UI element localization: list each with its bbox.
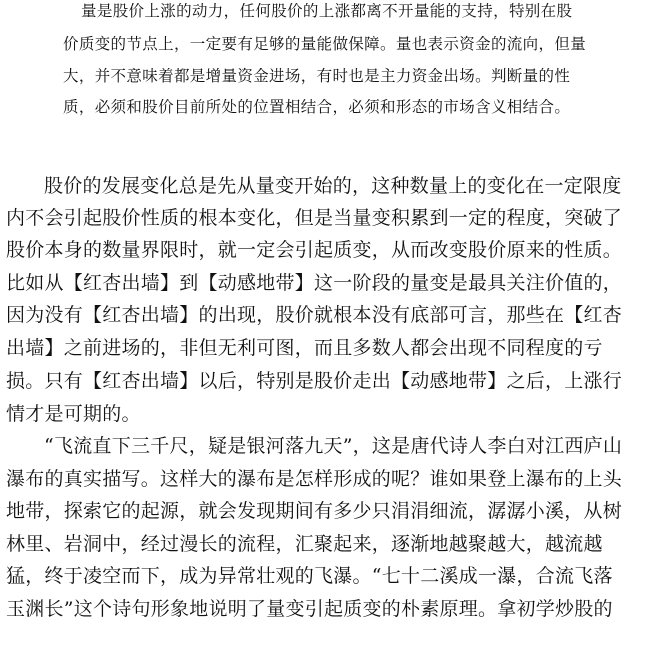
paragraph-2-line-1: “飞流直下三千尺，疑是银河落九天”，这是唐代诗人李白对江西庐山: [44, 435, 623, 457]
paragraph-1-line-8: 情才是可期的。: [6, 403, 141, 425]
summary-line-1: 量是股价上涨的动力，任何股价的上涨都离不开量能的支持，特别在股: [81, 2, 573, 20]
paragraph-2-line-2: 瀑布的真实描写。这样大的瀑布是怎样形成的呢？谁如果登上瀑布的上头: [6, 468, 623, 490]
paragraph-2-line-3: 地带，探索它的起源，就会发现期间有多少只涓涓细流，潺潺小溪，从树: [6, 500, 623, 522]
summary-line-3: 大，并不意味着都是增量资金进场，有时也是主力资金出场。判断量的性: [63, 67, 571, 85]
paragraph-1-line-3: 股价本身的数量界限时，就一定会引起质变，从而改变股价原来的性质。: [6, 239, 623, 261]
paragraph-2-line-4: 林里、岩洞中，经过漫长的流程，汇聚起来，逐渐地越聚越大，越流越: [6, 533, 603, 555]
paragraph-1-line-2: 内不会引起股价性质的根本变化，但是当量变积累到一定的程度，突破了: [6, 207, 623, 229]
paragraph-1-line-7: 损。只有【红杏出墙】以后，特别是股价走出【动感地带】之后，上涨行: [6, 370, 623, 392]
paragraph-2-line-6: 玉渊长”这个诗句形象地说明了量变引起质变的朴素原理。拿初学炒股的: [6, 598, 613, 620]
paragraph-1-line-1: 股价的发展变化总是先从量变开始的，这种数量上的变化在一定限度: [44, 175, 622, 197]
paragraph-1-line-6: 出墙】之前进场的，非但无利可图，而且多数人都会出现不同程度的亏: [6, 337, 603, 359]
paragraph-2-line-5: 猛，终于凌空而下，成为异常壮观的飞瀑。“七十二溪成一瀑，合流飞落: [6, 565, 613, 587]
paragraph-1-line-4: 比如从【红杏出墙】到【动感地带】这一阶段的量变是最具关注价值的，: [6, 272, 623, 294]
summary-line-2: 价质变的节点上，一定要有足够的量能做保障。量也表示资金的流向，但量: [63, 35, 587, 53]
paragraph-1-line-5: 因为没有【红杏出墙】的出现，股价就根本没有底部可言，那些在【红杏: [6, 304, 623, 326]
summary-line-4: 质，必须和股价目前所处的位置相结合，必须和形态的市场含义相结合。: [63, 98, 571, 116]
